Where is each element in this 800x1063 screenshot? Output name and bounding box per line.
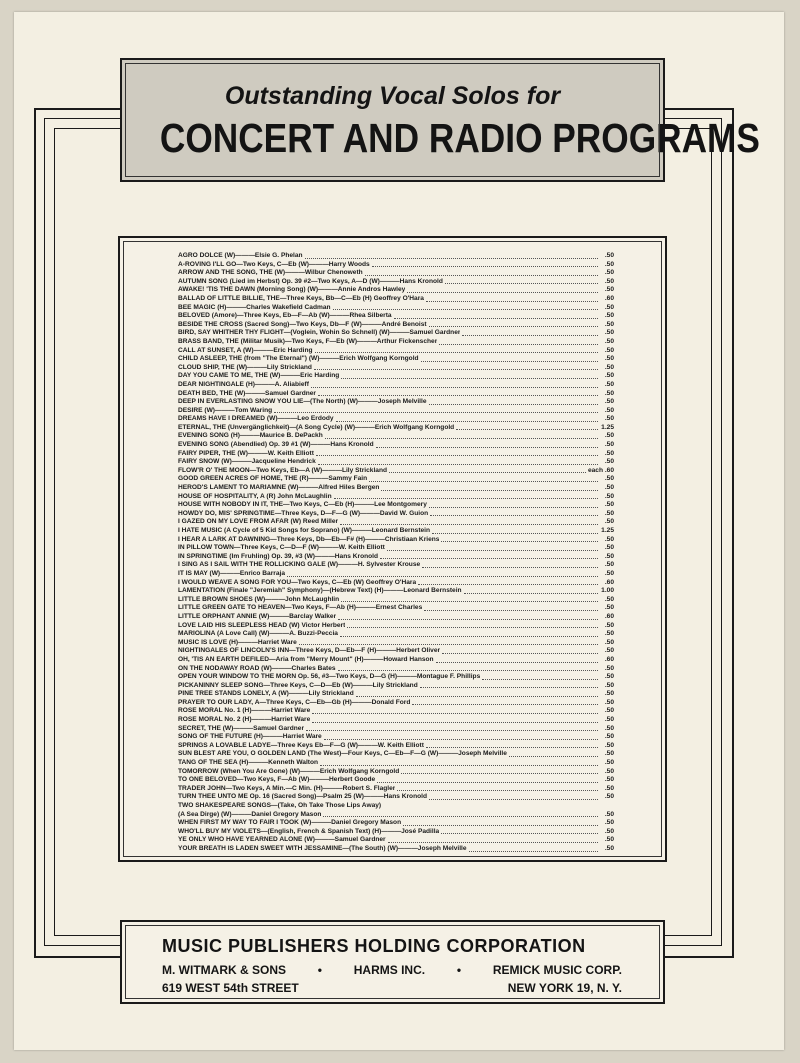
list-item <box>178 304 614 313</box>
song-title: CLOUD SHIP, THE (W)———Lily Strickland <box>178 363 312 371</box>
dot-leader <box>418 584 598 585</box>
song-title: OPEN YOUR WINDOW TO THE MORN Op. 56, #3—Two Keys, D—G (H)———Montague F. Phillips <box>178 673 481 681</box>
list-item <box>178 450 614 459</box>
song-price: .50 <box>604 398 614 406</box>
song-price: .50 <box>604 741 614 749</box>
song-title: DEATH BED, THE (W)———Samuel Gardner <box>178 389 316 397</box>
song-title: AUTUMN SONG (Lied im Herbst) Op. 39 #2—Two Keys, A—D (W)———Hans Kronold <box>178 277 443 285</box>
song-title: I SING AS I SAIL WITH THE ROLLICKING GALE (W)———H. Sylvester Krouse <box>178 561 421 569</box>
dot-leader <box>314 369 598 370</box>
list-item <box>178 845 614 854</box>
dot-leader <box>407 292 598 293</box>
song-title: NIGHTINGALES OF LINCOLN'S INN—Three Keys, D—Eb—F (H)———Herbert Oliver <box>178 647 441 655</box>
song-title: HOWDY DO, MIS' SPRINGTIME—Three Keys, D—F—G (W)———David W. Guion <box>178 509 429 517</box>
list-item <box>178 630 614 639</box>
song-price: .50 <box>604 595 614 603</box>
song-price: .50 <box>604 320 614 328</box>
song-price: .50 <box>604 501 614 509</box>
song-title: TOMORROW (When You Are Gone) (W)———Erich Wolfgang Korngold <box>178 767 400 775</box>
list-item <box>178 432 614 441</box>
street-address: 619 WEST 54th STREET <box>162 981 299 995</box>
dot-leader <box>464 593 598 594</box>
dot-leader <box>376 447 598 448</box>
song-price: .50 <box>604 406 614 414</box>
list-item <box>178 836 614 845</box>
song-title: MUSIC IS LOVE (H)———Harriet Ware <box>178 638 297 646</box>
song-price: .50 <box>604 759 614 767</box>
song-title: FAIRY SNOW (W)———Jacqueline Hendrick <box>178 458 316 466</box>
song-title: TWO SHAKESPEARE SONGS—(Take, Oh Take Those Lips Away) <box>178 802 382 809</box>
song-price: .50 <box>604 303 614 311</box>
list-item <box>178 811 614 820</box>
list-item <box>178 587 614 596</box>
song-title: FLOW'R O' THE MOON—Two Keys, Eb—A (W)———Lily Strickland <box>178 466 388 474</box>
song-title: BRASS BAND, THE (Militar Musik)—Two Keys, F—Eb (W)———Arthur Fickenscher <box>178 337 438 345</box>
dot-leader <box>334 498 598 499</box>
song-title: I WOULD WEAVE A SONG FOR YOU—Two Keys, C—Eb (W) Geoffrey O'Hara <box>178 578 417 586</box>
song-title: ARROW AND THE SONG, THE (W)———Wilbur Chenoweth <box>178 269 363 277</box>
dot-leader <box>274 412 598 413</box>
list-item <box>178 665 614 674</box>
list-item <box>178 579 614 588</box>
dot-leader <box>338 619 598 620</box>
list-item <box>178 475 614 484</box>
imprints-line <box>162 963 622 977</box>
song-price: .50 <box>604 733 614 741</box>
song-price: .50 <box>604 277 614 285</box>
list-item <box>178 768 614 777</box>
dot-leader <box>445 283 598 284</box>
song-title: IN SPRINGTIME (Im Fruhling) Op. 39, #3 (W)———Hans Kronold <box>178 552 379 560</box>
dot-leader <box>462 335 598 336</box>
song-title: CHILD ASLEEP, THE (from "The Eternal") (W)———Erich Wolfgang Korngold <box>178 355 419 363</box>
song-title: AGRO DOLCE (W)———Elsie G. Phelan <box>178 252 303 259</box>
dot-leader <box>421 361 598 362</box>
list-item <box>178 527 614 536</box>
dot-leader <box>365 275 598 276</box>
song-title: DESIRE (W)———Tom Waring <box>178 406 273 414</box>
dot-leader <box>341 601 598 602</box>
list-item <box>178 467 614 476</box>
dot-leader <box>430 515 598 516</box>
song-price: .60 <box>604 294 614 302</box>
song-price: 1.00 <box>601 587 614 595</box>
dot-leader <box>312 722 598 723</box>
dot-leader <box>442 653 598 654</box>
imprint-remick: REMICK MUSIC CORP. <box>492 963 622 977</box>
dot-leader <box>356 696 598 697</box>
list-item <box>178 321 614 330</box>
list-item <box>178 553 614 562</box>
song-title: HEROD'S LAMENT TO MARIAMNE (W)———Alfred Hiles Bergen <box>178 484 380 492</box>
song-title: DEAR NIGHTINGALE (H)———A. Aliabieff <box>178 380 309 388</box>
song-price: .50 <box>604 458 614 466</box>
song-title: ON THE NODAWAY ROAD (W)———Charles Bates <box>178 664 336 672</box>
dot-leader <box>340 524 598 525</box>
song-title: HOUSE WITH NOBODY IN IT, THE—Two Keys, C—Eb (H)———Lee Montgomery <box>178 501 427 509</box>
song-title: BEE MAGIC (H)———Charles Wakefield Cadman <box>178 303 331 311</box>
song-price: .50 <box>604 561 614 569</box>
list-item <box>178 278 614 287</box>
song-title: ETERNAL, THE (Unvergänglichkeit)—(A Song Cycle) (W)———Erich Wolfgang Korngold <box>178 423 455 431</box>
imprint-harms: HARMS INC. <box>353 963 426 977</box>
dot-leader <box>316 455 598 456</box>
dot-leader <box>509 756 598 757</box>
dot-leader <box>388 842 598 843</box>
dot-leader <box>424 610 598 611</box>
song-price: .50 <box>604 355 614 363</box>
list-item <box>178 725 614 734</box>
list-item <box>178 493 614 502</box>
song-price: .50 <box>604 707 614 715</box>
bullet-separator: • <box>317 963 322 977</box>
dot-leader <box>389 472 586 473</box>
song-price: .50 <box>604 673 614 681</box>
list-item <box>178 622 614 631</box>
song-title: MARIOLINA (A Love Call) (W)———A. Buzzi-Peccia <box>178 630 338 638</box>
song-price: .50 <box>604 492 614 500</box>
list-item <box>178 682 614 691</box>
song-title: LITTLE BROWN SHOES (W)———John McLaughlin <box>178 595 340 603</box>
song-title: (A Sea Dirge) (W)———Daniel Gregory Mason <box>178 810 322 818</box>
dot-leader <box>403 825 598 826</box>
song-title: TO ONE BELOVED—Two Keys, F—Ab (W)———Herbert Goode <box>178 776 376 784</box>
song-price: .50 <box>604 252 614 259</box>
dot-leader <box>333 309 598 310</box>
song-price: .50 <box>604 647 614 655</box>
song-price: .50 <box>604 389 614 397</box>
dot-leader <box>312 713 598 714</box>
song-price: .50 <box>604 484 614 492</box>
song-title: LAMENTATION (Finale "Jeremiah" Symphony)—(Hebrew Text) (H)———Leonard Bernstein <box>178 587 462 595</box>
list-item <box>178 776 614 785</box>
song-price: .50 <box>604 329 614 337</box>
dot-leader <box>436 662 598 663</box>
song-price: .50 <box>604 552 614 560</box>
dot-leader <box>372 266 598 267</box>
list-item <box>178 347 614 356</box>
song-title: BESIDE THE CROSS (Sacred Song)—Two Keys, Db—F (W)———André Benoist <box>178 320 427 328</box>
song-price: .50 <box>604 441 614 449</box>
dot-leader <box>315 352 598 353</box>
dot-leader <box>306 730 598 731</box>
list-item <box>178 639 614 648</box>
song-price: .50 <box>604 724 614 732</box>
list-item <box>178 458 614 467</box>
song-price: .60 <box>604 612 614 620</box>
song-price: .50 <box>604 380 614 388</box>
dot-leader <box>401 773 598 774</box>
song-title: ROSE MORAL No. 2 (H)———Harriet Ware <box>178 716 311 724</box>
list-item <box>178 802 614 811</box>
song-title: LITTLE ORPHANT ANNIE (W)———Barclay Walker <box>178 612 337 620</box>
song-list-panel <box>118 236 667 862</box>
list-item <box>178 510 614 519</box>
list-item <box>178 415 614 424</box>
dot-leader <box>325 438 598 439</box>
song-price: .50 <box>604 767 614 775</box>
list-item <box>178 716 614 725</box>
list-item <box>178 673 614 682</box>
list-item <box>178 441 614 450</box>
dot-leader <box>377 782 598 783</box>
list-item <box>178 785 614 794</box>
song-title: PICKANINNY SLEEP SONG—Three Keys, C—D—Eb (W)———Lily Strickland <box>178 681 418 689</box>
song-title: LOVE LAID HIS SLEEPLESS HEAD (W) Victor Herbert <box>178 621 346 629</box>
song-price: .50 <box>604 698 614 706</box>
dot-leader <box>341 378 598 379</box>
dot-leader <box>369 481 598 482</box>
dot-leader <box>318 395 598 396</box>
list-item <box>178 372 614 381</box>
song-price: .50 <box>604 716 614 724</box>
dot-leader <box>318 464 598 465</box>
song-price: .50 <box>604 844 614 852</box>
song-price: .50 <box>604 509 614 517</box>
list-item <box>178 733 614 742</box>
song-title: LITTLE GREEN GATE TO HEAVEN—Two Keys, F—Ab (H)———Ernest Charles <box>178 604 423 612</box>
song-price: .50 <box>604 604 614 612</box>
dot-leader <box>429 404 598 405</box>
list-item <box>178 819 614 828</box>
dot-leader <box>441 833 598 834</box>
list-item <box>178 742 614 751</box>
dot-leader <box>441 541 598 542</box>
song-title: SONG OF THE FUTURE (H)———Harriet Ware <box>178 733 322 741</box>
song-title: BELOVED (Amore)—Three Keys, Eb—F—Ab (W)———Rhea Silberta <box>178 312 392 320</box>
song-title: TRADER JOHN—Two Keys, A Min.—C Min. (H)———Robert S. Flagler <box>178 784 396 792</box>
song-price: .50 <box>604 819 614 827</box>
dot-leader <box>311 387 598 388</box>
song-price: .50 <box>604 415 614 423</box>
list-item <box>178 707 614 716</box>
dot-leader <box>426 301 598 302</box>
song-list <box>178 252 614 854</box>
song-title: ROSE MORAL No. 1 (H)———Harriet Ware <box>178 707 311 715</box>
song-title: TURN THEE UNTO ME Op. 16 (Sacred Song)—Psalm 25 (W)———Hans Kronold <box>178 793 428 801</box>
list-item <box>178 759 614 768</box>
song-title: A-ROVING I'LL GO—Two Keys, C—Eb (W)———Harry Woods <box>178 260 370 268</box>
imprint-witmark: M. WITMARK & SONS <box>162 963 286 977</box>
dot-leader <box>397 790 598 791</box>
song-price: each .60 <box>587 466 614 474</box>
list-item <box>178 312 614 321</box>
dot-leader <box>429 507 598 508</box>
list-item <box>178 364 614 373</box>
song-price: .50 <box>604 449 614 457</box>
list-item <box>178 828 614 837</box>
song-title: DREAMS HAVE I DREAMED (W)———Leo Erdody <box>178 415 334 423</box>
song-price: 1.25 <box>601 527 614 534</box>
song-title: TANG OF THE SEA (H)———Kenneth Walton <box>178 759 319 767</box>
song-price: .50 <box>604 681 614 689</box>
song-title: EVENING SONG (H)———Maurice B. DePackh <box>178 432 323 440</box>
dot-leader <box>426 747 598 748</box>
dot-leader <box>394 318 598 319</box>
song-title: DEEP IN EVERLASTING SNOW YOU LIE—(The North) (W)———Joseph Melville <box>178 398 427 406</box>
song-title: SUN BLEST ARE YOU, O GOLDEN LAND (The West)—Four Keys, C—Eb—F—G (W)———Joseph Melville <box>178 750 507 758</box>
dot-leader <box>429 326 598 327</box>
dot-leader <box>324 739 598 740</box>
song-price: .50 <box>604 621 614 629</box>
dot-leader <box>305 258 598 259</box>
subtitle: Outstanding Vocal Solos for <box>224 82 561 110</box>
list-item <box>178 295 614 304</box>
song-title: BIRD, SAY WHITHER THY FLIGHT—(Voglein, Wohin So Schnell) (W)———Samuel Gardner <box>178 329 461 337</box>
song-title: WHO'LL BUY MY VIOLETS—(English, French & Spanish Text) (H)———José Padilla <box>178 827 440 835</box>
list-item <box>178 596 614 605</box>
song-title: IN PILLOW TOWN—Three Keys, C—D—F (W)———W. Keith Elliott <box>178 544 385 552</box>
song-title: DAY YOU CAME TO ME, THE (W)———Eric Harding <box>178 372 340 380</box>
song-price: .50 <box>604 784 614 792</box>
song-price: .50 <box>604 363 614 371</box>
song-price: .50 <box>604 432 614 440</box>
list-item <box>178 604 614 613</box>
song-price: .50 <box>604 810 614 818</box>
song-price: .50 <box>604 372 614 380</box>
list-item <box>178 329 614 338</box>
song-title: SECRET, THE (W)———Samuel Gardner <box>178 724 305 732</box>
page-title: CONCERT AND RADIO PROGRAMS <box>159 115 760 161</box>
dot-leader <box>422 567 598 568</box>
dot-leader <box>412 704 598 705</box>
song-title: I HATE MUSIC (A Cycle of 5 Kid Songs for Soprano) (W)———Leonard Bernstein <box>178 527 431 534</box>
song-price: .50 <box>604 690 614 698</box>
list-item <box>178 338 614 347</box>
list-item <box>178 252 614 261</box>
dot-leader <box>432 533 598 534</box>
dot-leader <box>420 687 598 688</box>
song-title: I GAZED ON MY LOVE FROM AFAR (W) Reed Miller <box>178 518 339 526</box>
list-item <box>178 501 614 510</box>
song-price: 1.25 <box>601 423 614 431</box>
list-item <box>178 355 614 364</box>
song-price: .50 <box>604 535 614 543</box>
song-title: PINE TREE STANDS LONELY, A (W)———Lily Strickland <box>178 690 354 698</box>
list-item <box>178 750 614 759</box>
song-title: I HEAR A LARK AT DAWNING—Three Keys, Db—Eb—F# (H)———Christiaan Kriens <box>178 535 440 543</box>
song-price: .50 <box>604 569 614 577</box>
list-item <box>178 261 614 270</box>
list-item <box>178 699 614 708</box>
song-title: CALL AT SUNSET, A (W)———Eric Harding <box>178 346 313 354</box>
song-price: .50 <box>604 544 614 552</box>
list-item <box>178 286 614 295</box>
publisher-panel <box>120 920 665 1004</box>
song-title: YE ONLY WHO HAVE YEARNED ALONE (W)———Samuel Gardner <box>178 836 386 844</box>
song-price: .50 <box>604 630 614 638</box>
song-price: .50 <box>604 312 614 320</box>
list-item <box>178 613 614 622</box>
song-title: BALLAD OF LITTLE BILLIE, THE—Three Keys, Bb—C—Eb (H) Geoffrey O'Hara <box>178 294 424 302</box>
dot-leader <box>323 816 598 817</box>
song-price: .50 <box>604 269 614 277</box>
song-price: .50 <box>604 337 614 345</box>
song-title: FAIRY PIPER, THE (W)———W. Keith Elliott <box>178 449 314 457</box>
list-item <box>178 484 614 493</box>
song-title: YOUR BREATH IS LADEN SWEET WITH JESSAMINE—(The South) (W)———Joseph Melville <box>178 844 467 852</box>
list-item <box>178 656 614 665</box>
song-title: EVENING SONG (Abendlied) Op. 39 #1 (W)———Hans Kronold <box>178 441 374 449</box>
song-price: .50 <box>604 286 614 294</box>
city-address: NEW YORK 19, N. Y. <box>507 981 622 995</box>
list-item <box>178 518 614 527</box>
song-title: GOOD GREEN ACRES OF HOME, THE (R)———Sammy Fain <box>178 475 368 483</box>
list-item <box>178 561 614 570</box>
bullet-separator: • <box>456 963 462 977</box>
dot-leader <box>429 799 598 800</box>
song-price: .50 <box>604 638 614 646</box>
song-price: .50 <box>604 827 614 835</box>
dot-leader <box>380 558 598 559</box>
song-title: OH, 'TIS AN EARTH DEFILED—Aria from "Merry Mount" (H)———Howard Hanson <box>178 655 434 663</box>
song-title: IT IS MAY (W)———Enrico Barraja <box>178 569 285 577</box>
dot-leader <box>320 765 598 766</box>
list-item <box>178 381 614 390</box>
dot-leader <box>456 429 598 430</box>
song-price: .50 <box>604 776 614 784</box>
dot-leader <box>381 490 598 491</box>
song-price: .50 <box>604 260 614 268</box>
list-item <box>178 544 614 553</box>
title-panel <box>120 58 760 182</box>
song-price: .50 <box>604 750 614 758</box>
list-item <box>178 690 614 699</box>
song-price: .50 <box>604 664 614 672</box>
list-item <box>178 536 614 545</box>
song-title: PRAYER TO OUR LADY, A—Three Keys, C—Eb—Gb (H)———Donald Ford <box>178 698 411 706</box>
song-price: .50 <box>604 518 614 526</box>
dot-leader <box>482 679 598 680</box>
song-price: .50 <box>604 475 614 483</box>
dot-leader <box>439 344 598 345</box>
list-item <box>178 424 614 433</box>
list-item <box>178 390 614 399</box>
publisher-name: MUSIC PUBLISHERS HOLDING CORPORATION <box>162 936 586 956</box>
dot-leader <box>469 851 598 852</box>
list-item <box>178 570 614 579</box>
song-title: WHEN FIRST MY WAY TO FAIR I TOOK (W)———Daniel Gregory Mason <box>178 819 402 827</box>
dot-leader <box>340 636 598 637</box>
list-item <box>178 269 614 278</box>
song-title: HOUSE OF HOSPITALITY, A (R) John McLaughlin <box>178 492 332 500</box>
song-price: .50 <box>604 836 614 844</box>
list-item <box>178 398 614 407</box>
song-price: .60 <box>604 655 614 663</box>
dot-leader <box>287 576 598 577</box>
list-item <box>178 407 614 416</box>
dot-leader <box>347 627 598 628</box>
address-line <box>162 981 622 995</box>
song-price: .60 <box>604 578 614 586</box>
list-item <box>178 647 614 656</box>
song-price: .50 <box>604 346 614 354</box>
dot-leader <box>338 670 598 671</box>
song-title: SPRINGS A LOVABLE LADYE—Three Keys Eb—F—G (W)———W. Keith Elliott <box>178 741 424 749</box>
song-title: AWAKE! 'TIS THE DAWN (Morning Song) (W)———Annie Andros Hawley <box>178 286 406 294</box>
dot-leader <box>387 550 598 551</box>
song-price: .50 <box>604 793 614 801</box>
dot-leader <box>299 644 598 645</box>
dot-leader <box>336 421 598 422</box>
list-item <box>178 793 614 802</box>
